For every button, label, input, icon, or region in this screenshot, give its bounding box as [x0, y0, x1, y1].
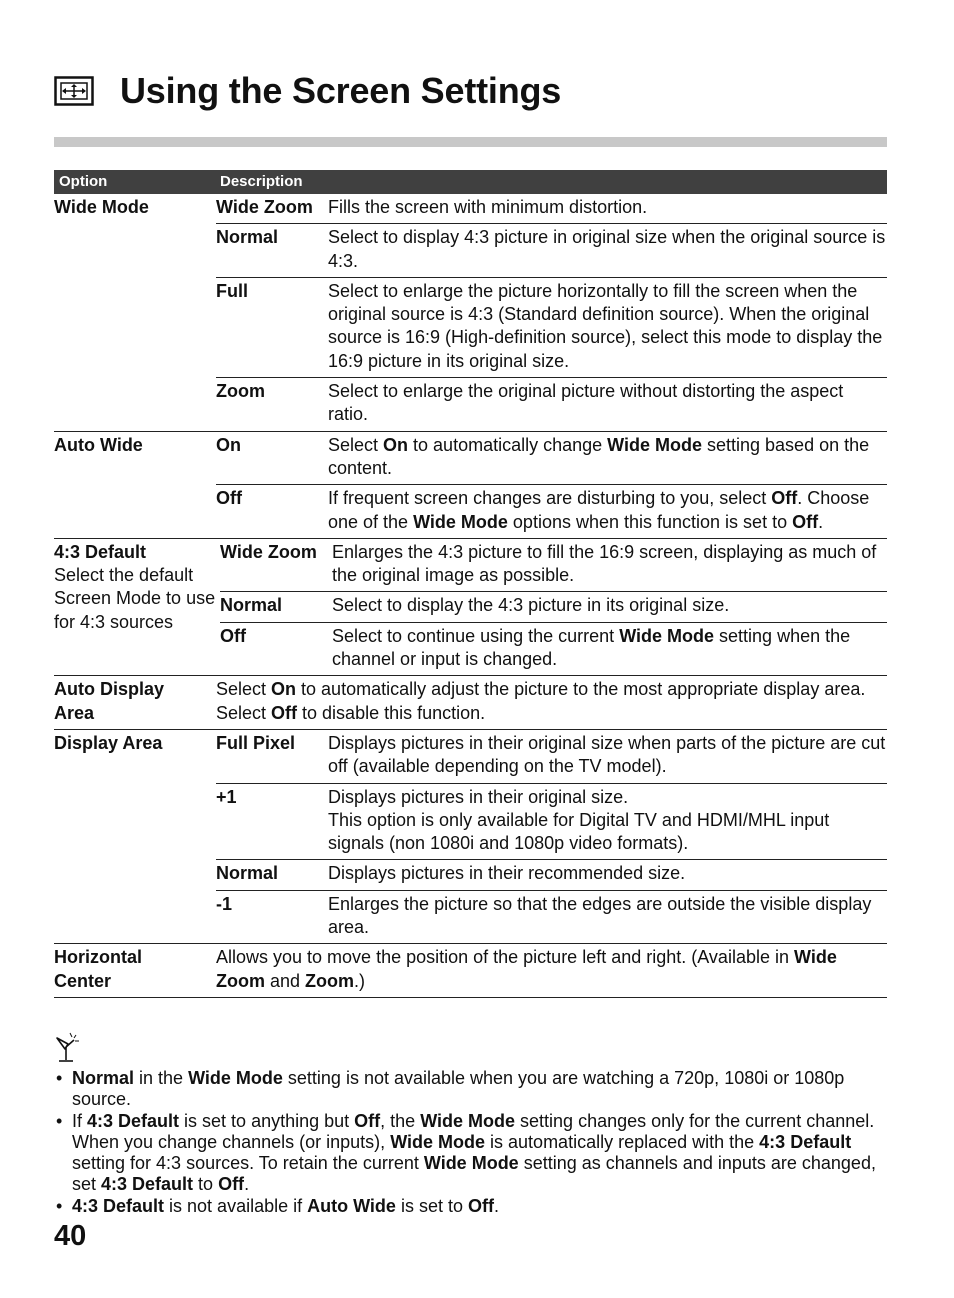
title-divider — [54, 137, 887, 147]
list-item: • If 4:3 Default is set to anything but Off, the Wide Mode setting changes only for the current channel. When you change channels (or inputs), Wide Mode is automatically replaced with the 4:3 Default setting for 4:3 sources. To retain the current Wide Mode setting as channels and inputs are changed, set 4:3 Default to Off. — [54, 1111, 894, 1196]
table-row: Normal Displays pictures in their recommended size. — [216, 860, 887, 890]
tip-lamp-icon — [54, 1030, 88, 1064]
header-description: Description — [220, 173, 303, 190]
table-row: Zoom Select to enlarge the original picture without distorting the aspect ratio. — [216, 381, 844, 425]
page-title: Using the Screen Settings — [120, 70, 562, 111]
option-label: Auto Display Area — [54, 679, 165, 723]
table-row-auto-display-area: Auto Display Area Select On to automatically adjust the picture to the most appropriate display area. Select Off to disable this function. — [54, 676, 887, 730]
list-item: • Normal in the Wide Mode setting is not available when you are watching a 720p, 1080i or 1080p source. — [54, 1068, 894, 1111]
page-number: 40 — [54, 1220, 87, 1252]
table-row-display-area — [54, 730, 887, 944]
header-option: Option — [59, 173, 108, 190]
option-label: Wide Mode — [54, 197, 149, 217]
table-row: Normal Select to display the 4:3 picture in its original size. — [220, 592, 887, 622]
table-row: +1 Displays pictures in their original size. This option is only available for Digital TV and HDMI/MHL input signals (non 1080i and 1080p video formats). — [216, 784, 887, 861]
option-label: Horizontal Center — [54, 947, 142, 991]
table-row: Wide Zoom Enlarges the 4:3 picture to fill the 16:9 screen, displaying as much of the original image as possible. — [220, 539, 887, 593]
settings-table — [54, 170, 887, 998]
table-header — [54, 170, 887, 194]
option-label: Display Area — [54, 732, 163, 753]
table-row: On Select On to automatically change Wide Mode setting based on the content. — [216, 432, 887, 486]
page-header — [54, 66, 561, 116]
table-row: Full Pixel Displays pictures in their original size when parts of the picture are cut off (available depending on the TV model). — [216, 730, 887, 784]
option-label: Auto Wide — [54, 434, 143, 455]
table-row-wide-mode — [54, 194, 887, 432]
table-row-auto-wide — [54, 432, 887, 539]
table-row-43-default — [54, 539, 887, 676]
table-row: Off If frequent screen changes are disturbing to you, select Off. Choose one of the Wide Mode options when this function is set to Off. — [216, 488, 870, 532]
option-sublabel: Select the default Screen Mode to use for 4:3 sources — [54, 565, 216, 632]
table-row: Off Select to continue using the current Wide Mode setting when the channel or input is changed. — [220, 625, 851, 670]
table-row-horizontal-center: Horizontal Center Allows you to move the position of the picture left and right. (Available in Wide Zoom and Zoom.) — [54, 944, 887, 998]
option-label: 4:3 Default — [54, 541, 147, 562]
table-row: Wide Zoom Fills the screen with minimum distortion. — [216, 194, 887, 224]
tips-list — [54, 1068, 894, 1217]
screen-settings-icon — [54, 76, 94, 106]
table-row: Normal Select to display 4:3 picture in original size when the original source is 4:3. — [216, 224, 887, 278]
list-item: • 4:3 Default is not available if Auto Wide is set to Off. — [54, 1196, 894, 1217]
table-row: Full Select to enlarge the picture horizontally to fill the screen when the original source is 4:3 (Standard definition source). When the original source is 16:9 (High-definition source), select this mode to display the 16:9 picture in its original size. — [216, 278, 887, 378]
table-row: -1 Enlarges the picture so that the edges are outside the visible display area. — [216, 893, 872, 938]
